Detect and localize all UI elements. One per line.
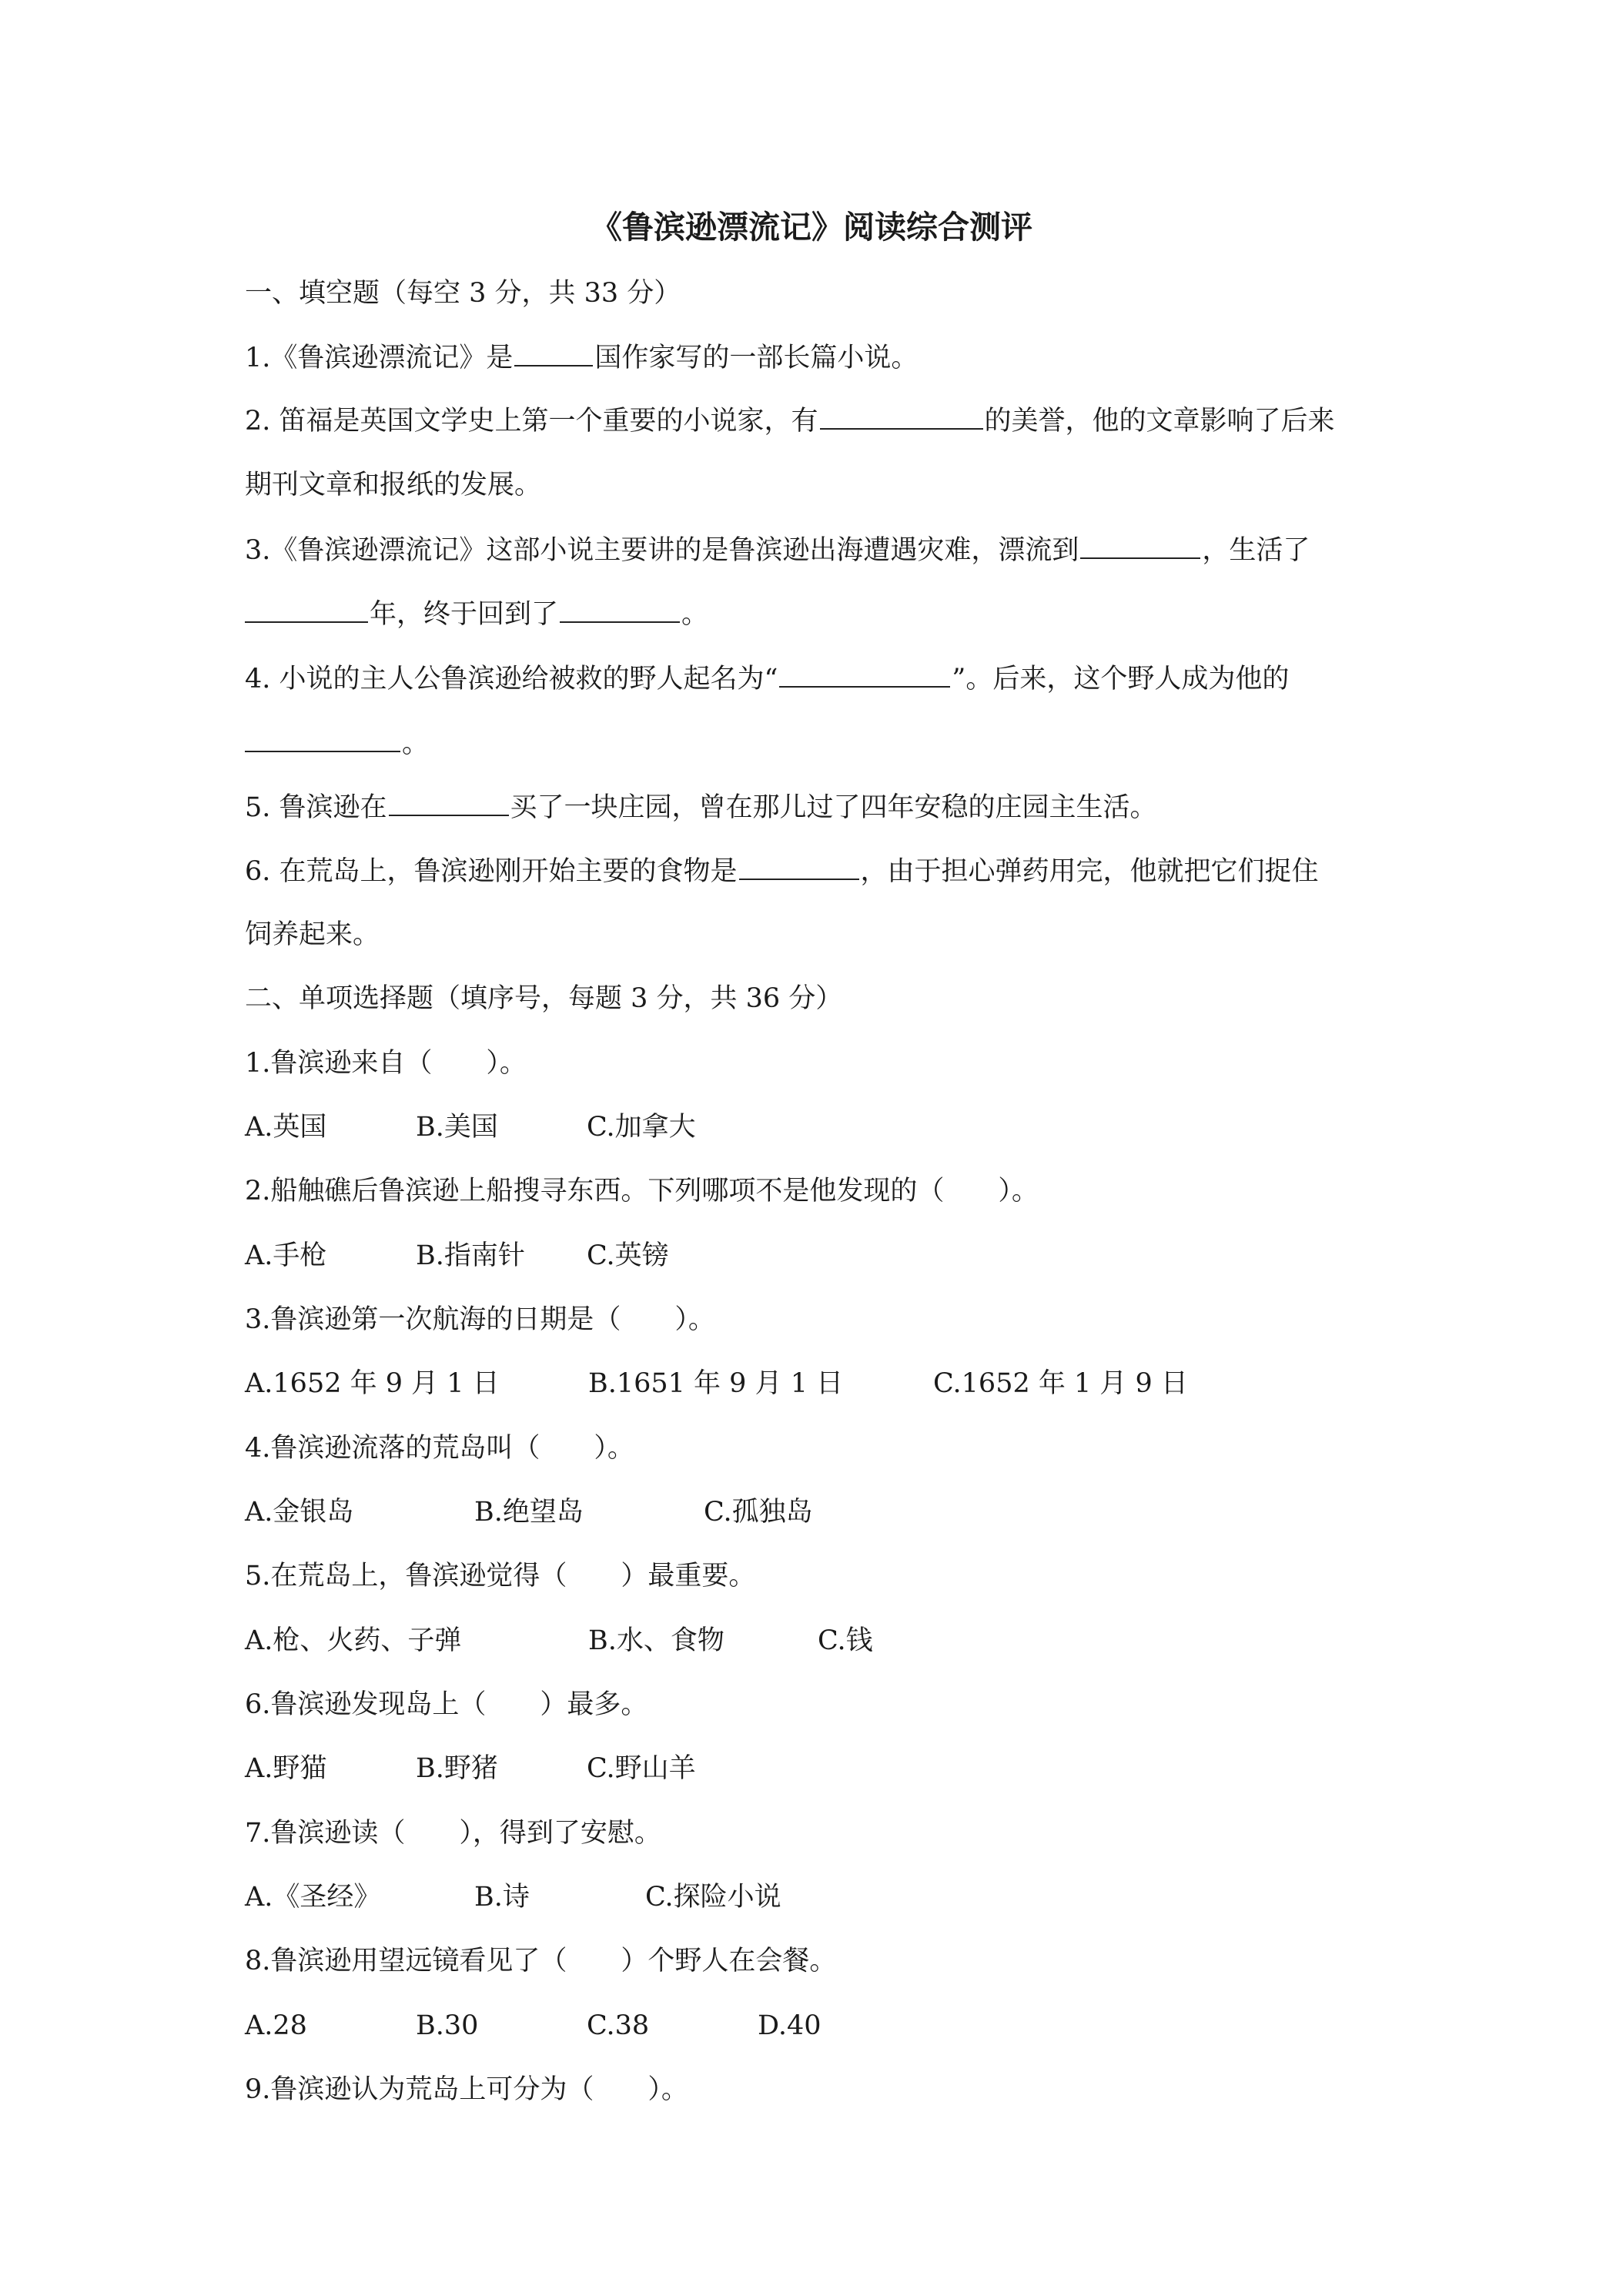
- fill-question-1: [245, 339, 918, 377]
- fill-question-4-cont: [245, 725, 429, 762]
- q6-text-a: 6. 在荒岛上，鲁滨逊刚开始主要的食物是: [245, 856, 738, 887]
- answer-blank[interactable]: [560, 595, 680, 623]
- q3-text-c: 年，终于回到了: [370, 599, 559, 630]
- option-a[interactable]: A.28: [245, 2010, 307, 2041]
- option-a[interactable]: A.金银岛: [245, 1497, 354, 1528]
- answer-blank[interactable]: [245, 725, 400, 752]
- choice-options-1: [245, 1109, 696, 1146]
- section2-heading: 二、单项选择题（填序号，每题 3 分，共 36 分）: [245, 983, 843, 1014]
- option-a[interactable]: A.英国: [245, 1112, 327, 1143]
- option-d[interactable]: D.40: [758, 2010, 822, 2041]
- option-b[interactable]: B.30: [416, 2010, 479, 2041]
- q4-text-b: ”。后来，这个野人成为他的: [952, 664, 1290, 694]
- q3-text-a: 3.《鲁滨逊漂流记》这部小说主要讲的是鲁滨逊出海遭遇灾难，漂流到: [245, 535, 1079, 566]
- choice-options-8: [245, 2007, 821, 2044]
- option-c[interactable]: C.野山羊: [587, 1753, 696, 1784]
- option-a[interactable]: A.枪、火药、子弹: [245, 1625, 462, 1656]
- q5-text-a: 5. 鲁滨逊在: [245, 792, 387, 823]
- fill-question-5: [245, 788, 1157, 826]
- q1-text-a: 1.《鲁滨逊漂流记》是: [245, 343, 514, 373]
- q2-text-b: 的美誉，他的文章影响了后来: [984, 406, 1335, 437]
- option-c[interactable]: C.38: [587, 2010, 650, 2041]
- answer-blank[interactable]: [779, 660, 950, 688]
- q4-text-a: 4. 小说的主人公鲁滨逊给被救的野人起名为“: [245, 664, 778, 694]
- choice-question-4: 4.鲁滨逊流落的荒岛叫（ ）。: [245, 1433, 634, 1464]
- q3-text-d: 。: [681, 599, 709, 630]
- page-title: 《鲁滨逊漂流记》阅读综合测评: [591, 209, 1032, 246]
- q4-text-c: 。: [402, 728, 430, 759]
- answer-blank[interactable]: [820, 402, 983, 430]
- answer-blank[interactable]: [1080, 531, 1200, 559]
- q3-text-b: ，生活了: [1202, 535, 1310, 566]
- section1-heading: 一、填空题（每空 3 分，共 33 分）: [245, 278, 681, 309]
- option-c[interactable]: C.加拿大: [587, 1112, 696, 1143]
- fill-question-3-cont: [245, 595, 708, 633]
- choice-question-2: 2.船触礁后鲁滨逊上船搜寻东西。下列哪项不是他发现的（ ）。: [245, 1176, 1039, 1207]
- choice-question-5: 5.在荒岛上，鲁滨逊觉得（ ）最重要。: [245, 1561, 756, 1591]
- option-b[interactable]: B.野猪: [416, 1753, 498, 1784]
- choice-question-6: 6.鲁滨逊发现岛上（ ）最多。: [245, 1689, 648, 1720]
- option-b[interactable]: B.1651 年 9 月 1 日: [588, 1368, 844, 1399]
- q5-text-b: 买了一块庄园，曾在那儿过了四年安稳的庄园主生活。: [510, 792, 1157, 823]
- option-c[interactable]: C.钱: [818, 1625, 873, 1656]
- fill-question-3: [245, 531, 1310, 569]
- option-c[interactable]: C.1652 年 1 月 9 日: [933, 1368, 1188, 1399]
- answer-blank[interactable]: [389, 788, 509, 816]
- choice-options-4: [245, 1494, 813, 1531]
- option-b[interactable]: B.绝望岛: [474, 1497, 584, 1528]
- choice-question-9: 9.鲁滨逊认为荒岛上可分为（ ）。: [245, 2074, 688, 2105]
- fill-question-4: [245, 660, 1289, 698]
- option-c[interactable]: C.英镑: [587, 1240, 669, 1271]
- answer-blank[interactable]: [245, 595, 368, 623]
- answer-blank[interactable]: [739, 852, 859, 880]
- option-b[interactable]: B.水、食物: [588, 1625, 724, 1656]
- choice-question-3: 3.鲁滨逊第一次航海的日期是（ ）。: [245, 1304, 715, 1335]
- choice-options-6: [245, 1750, 696, 1787]
- choice-options-7: [245, 1879, 781, 1916]
- q1-text-b: 国作家写的一部长篇小说。: [594, 343, 919, 373]
- choice-question-1: 1.鲁滨逊来自（ ）。: [245, 1048, 527, 1079]
- choice-options-5: [245, 1622, 873, 1659]
- q2-text-a: 2. 笛福是英国文学史上第一个重要的小说家，有: [245, 406, 818, 437]
- option-b[interactable]: B.诗: [474, 1882, 530, 1913]
- fill-question-6-cont: 饲养起来。: [245, 919, 380, 950]
- choice-question-7: 7.鲁滨逊读（ ），得到了安慰。: [245, 1818, 661, 1849]
- option-a[interactable]: A.1652 年 9 月 1 日: [245, 1368, 500, 1399]
- choice-options-2: [245, 1237, 669, 1274]
- fill-question-6: [245, 852, 1319, 890]
- option-b[interactable]: B.指南针: [416, 1240, 525, 1271]
- option-a[interactable]: A.《圣经》: [245, 1882, 381, 1913]
- option-a[interactable]: A.手枪: [245, 1240, 327, 1271]
- choice-options-3: [245, 1365, 1188, 1402]
- option-c[interactable]: C.探险小说: [645, 1882, 781, 1913]
- option-c[interactable]: C.孤独岛: [704, 1497, 813, 1528]
- option-a[interactable]: A.野猫: [245, 1753, 327, 1784]
- option-b[interactable]: B.美国: [416, 1112, 498, 1143]
- answer-blank[interactable]: [514, 339, 593, 366]
- q6-text-b: ，由于担心弹药用完，他就把它们捉住: [860, 856, 1319, 887]
- choice-question-8: 8.鲁滨逊用望远镜看见了（ ）个野人在会餐。: [245, 1946, 837, 1976]
- fill-question-2-cont: 期刊文章和报纸的发展。: [245, 470, 542, 500]
- fill-question-2: [245, 402, 1335, 440]
